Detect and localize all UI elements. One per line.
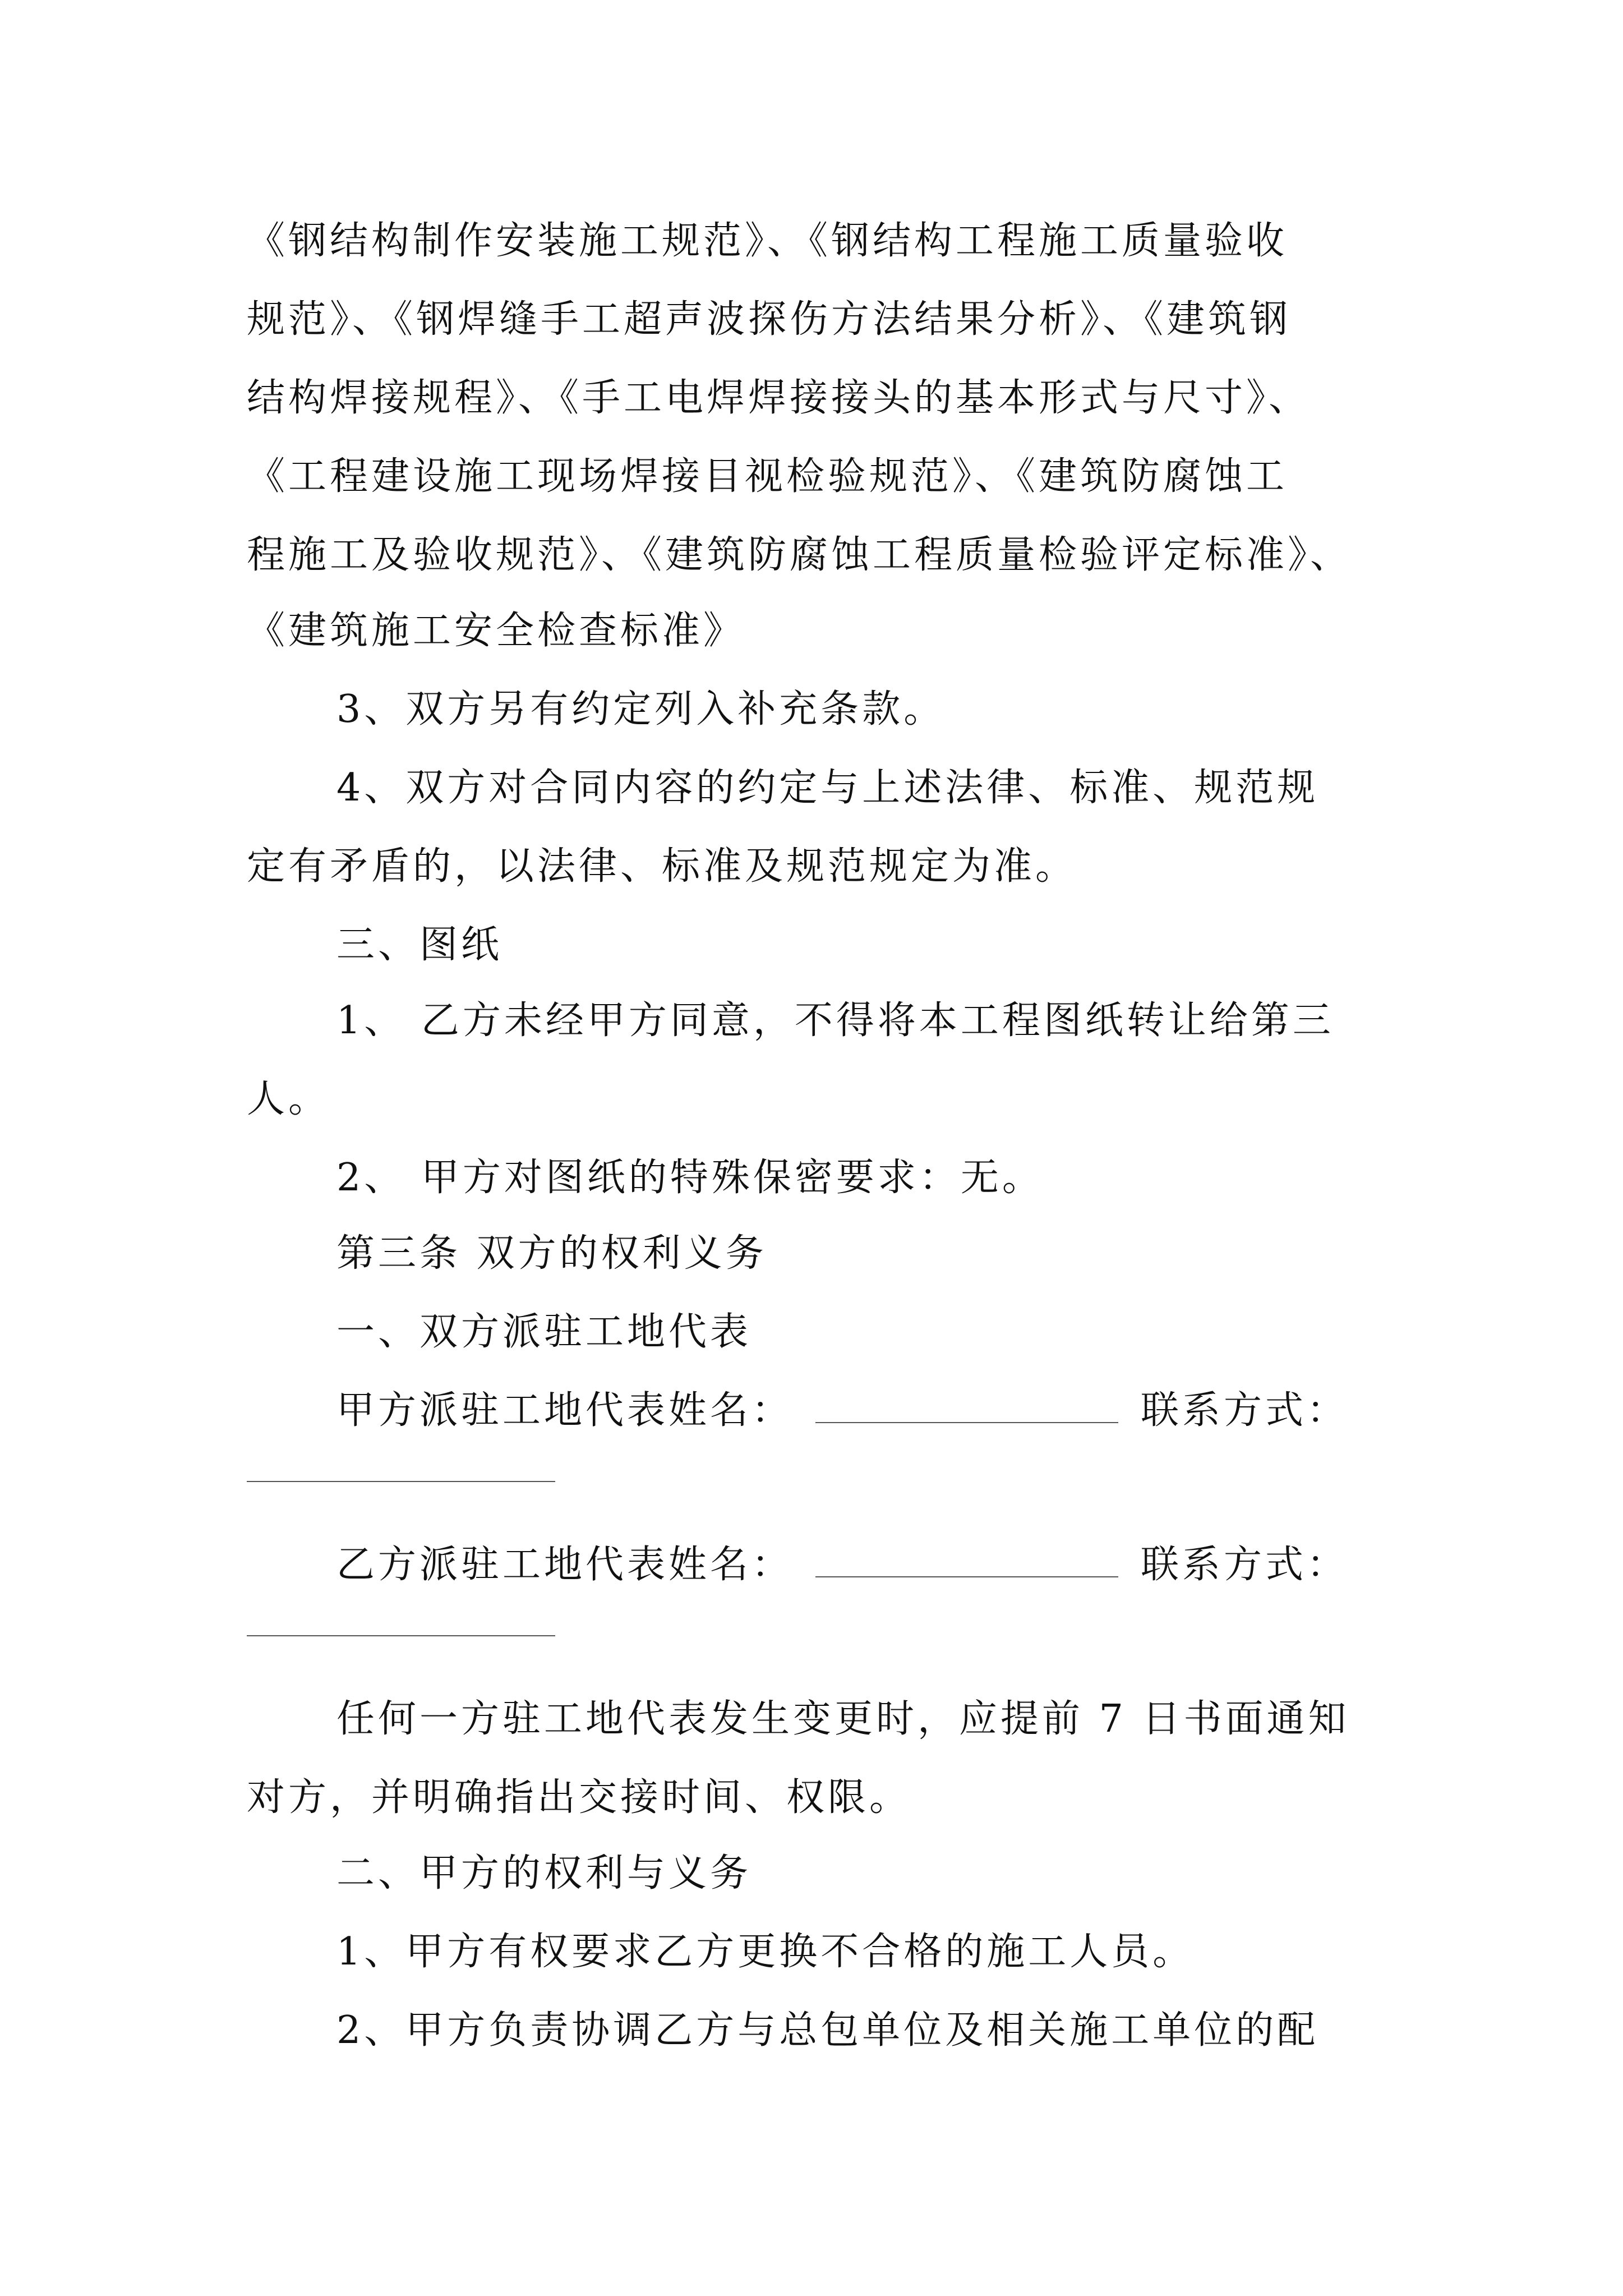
paragraph-line: 规范》、《钢焊缝手工超声波探伤方法结果分析》、《建筑钢 <box>247 297 1292 342</box>
rep-a-contact-blank[interactable] <box>247 1481 555 1482</box>
rep-a-row <box>336 1386 1348 1436</box>
rep-b-contact-label: 联系方式： <box>1141 1543 1349 1587</box>
rep-b-name-blank[interactable] <box>815 1543 1118 1577</box>
section-heading-party-a: 二、甲方的权利与义务 <box>336 1851 752 1895</box>
rep-b-row <box>336 1540 1348 1590</box>
paragraph-line: 结构焊接规程》、《手工电焊焊接接头的基本形式与尺寸》、 <box>247 376 1311 420</box>
party-a-clause-2: 2、甲方负责协调乙方与总包单位及相关施工单位的配 <box>336 2008 1319 2053</box>
paragraph-line: 对方，并明确指出交接时间、权限。 <box>247 1775 911 1820</box>
section-heading-representatives: 一、双方派驻工地代表 <box>336 1310 752 1354</box>
paragraph-line: 《钢结构制作安装施工规范》、《钢结构工程施工质量验收 <box>247 219 1288 263</box>
rep-a-name-blank[interactable] <box>815 1388 1118 1423</box>
change-notice-line: 任何一方驻工地代表发生变更时，应提前 7 日书面通知 <box>336 1697 1350 1741</box>
clause-3: 3、双方另有约定列入补充条款。 <box>336 687 946 731</box>
rep-a-contact-label: 联系方式： <box>1141 1388 1349 1433</box>
rep-a-name-label: 甲方派驻工地代表姓名： <box>336 1388 794 1433</box>
clause-4: 4、双方对合同内容的约定与上述法律、标准、规范规 <box>336 766 1319 810</box>
rep-b-contact-blank[interactable] <box>247 1635 555 1636</box>
paragraph-line: 定有矛盾的，以法律、标准及规范规定为准。 <box>247 844 1077 889</box>
article-heading: 第三条 双方的权利义务 <box>336 1231 767 1276</box>
section-heading-drawings: 三、图纸 <box>336 923 503 967</box>
paragraph-line: 人。 <box>247 1077 330 1121</box>
rep-b-name-label: 乙方派驻工地代表姓名： <box>336 1543 794 1587</box>
paragraph-line: 程施工及验收规范》、《建筑防腐蚀工程质量检验评定标准》、 <box>247 533 1352 577</box>
party-a-clause-1: 1、甲方有权要求乙方更换不合格的施工人员。 <box>336 1930 1195 1974</box>
drawings-clause-2: 2、 甲方对图纸的特殊保密要求：无。 <box>336 1156 1044 1200</box>
paragraph-line: 《建筑施工安全检查标准》 <box>247 609 745 653</box>
drawings-clause-1: 1、 乙方未经甲方同意，不得将本工程图纸转让给第三 <box>336 999 1334 1043</box>
paragraph-line: 《工程建设施工现场焊接目视检验规范》、《建筑防腐蚀工 <box>247 454 1288 499</box>
